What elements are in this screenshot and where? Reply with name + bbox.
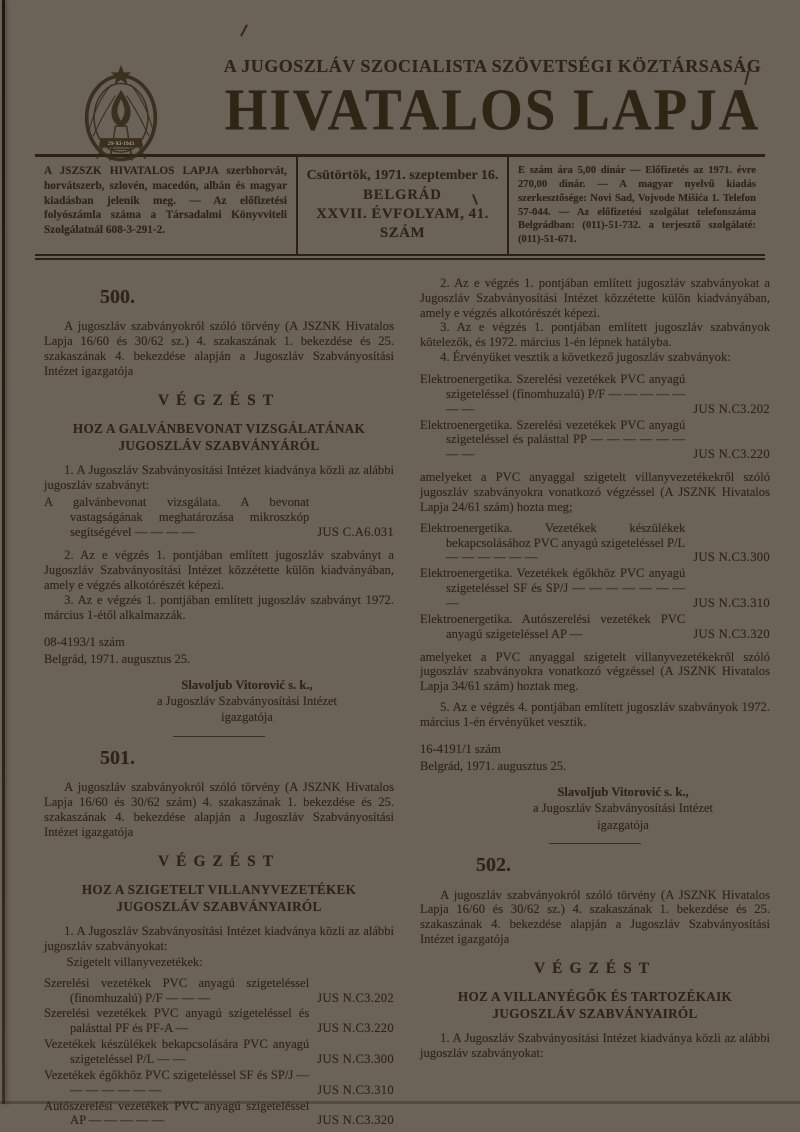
paragraph-2: 2. Az e végzés 1. pontjában említett jugoszláv szabványt a Jugoszláv Szabványosítási Intézet közzétette külön kiadványában, amely e végzés alkotórészét képezi. <box>44 548 394 593</box>
signature-name: Slavoljub Vitorović s. k., <box>181 677 313 692</box>
standard-text: Elektroenergetika. Szerelési vezetékek PVC anyagú szigeteléssel (finomhuzalú) P/F — — — — — — — <box>420 372 686 416</box>
reference-place-date: Belgrád, 1971. augusztus 25. <box>44 651 191 666</box>
standard-code: JUS N.C3.310 <box>693 596 770 611</box>
standards-list <box>44 976 394 1129</box>
reference-number: 16-4191/1 szám <box>420 741 501 756</box>
decree-heading: VÉGZÉST <box>157 391 281 409</box>
decree-title: HOZ A VILLANYÉGŐK ÉS TARTOZÉKAIK JUGOSZLÁV SZABVÁNYAIRÓL <box>457 989 733 1021</box>
standard-text: Szerelési vezetékek PVC anyagú szigeteléssel és palásttal PF és PF-A — <box>44 1006 310 1036</box>
paragraph-1: 1. A Jugoszláv Szabványosítási Intézet kiadványa közli az alábbi jugoszláv szabványokat: <box>44 924 394 953</box>
section-divider <box>173 736 265 737</box>
right-column <box>420 276 770 1132</box>
article-intro: A jugoszláv szabványokról szóló törvény (A JSZNK Hivatalos Lapja 16/60 és 30/62 sz.) 4. szakaszának 1. bekezdése és 25. szakaszának 4. bekezdése alapján a Jugoszláv Szabványosítási Intézet igazgatója <box>44 319 394 379</box>
standard-code: JUS N.C3.202 <box>693 401 770 416</box>
standard-item <box>420 612 770 642</box>
section-divider <box>549 843 641 844</box>
standard-item <box>420 418 770 463</box>
signature-name: Slavoljub Vitorović s. k., <box>557 784 689 799</box>
signature-role: igazgatója <box>597 817 649 832</box>
article-intro: A jugoszláv szabványokról szóló törvény (A JSZNK Hivatalos Lapja 16/60 és 30/62 szám) 4. szakaszának 1. bekezdése és 25. szakaszának 4. bekezdése alapján a Jugoszláv Szabványosítási Intézet igazgatója <box>44 780 394 839</box>
standard-code: JUS N.C3.220 <box>693 447 770 462</box>
decree-heading: VÉGZÉST <box>157 852 281 870</box>
reference-place-date: Belgrád, 1971. augusztus 25. <box>420 758 567 773</box>
standard-code: JUS N.C3.320 <box>317 1113 394 1128</box>
paragraph-3: 3. Az e végzés 1. pontjában említett jugoszláv szabványok kötelezők, és 1972. március 1-én lépnek hatályba. <box>420 320 770 350</box>
decree-heading: VÉGZÉST <box>533 960 657 978</box>
issue-volume: XXVII. ÉVFOLYAM, 41. SZÁM <box>316 205 489 242</box>
scan-edge-shadow-bottom <box>0 1101 800 1104</box>
decree-title: HOZ A GALVÁNBEVONAT VIZSGÁLATÁNAK JUGOSZLÁV SZABVÁNYÁRÓL <box>72 421 366 453</box>
standard-text: Elektroenergetika. Vezetékek készülékek bekapcsolásához PVC anyagú szigeteléssel P/L — — — — — — <box>420 520 686 565</box>
issue-date: Csütörtök, 1971. szeptember 16. <box>306 168 499 184</box>
standard-item <box>44 1037 394 1067</box>
paragraph-4: 4. Érvényüket vesztik a következő jugoszláv szabványok: <box>440 350 731 365</box>
note-paragraph: amelyeket a PVC anyaggal szigetelt villanyvezetékekről szóló jugoszláv szabványokra vonatkozó végzéssel (A JSZNK Hivatalos Lapja 34/61 szám) hoztak meg. <box>420 649 770 694</box>
left-column <box>44 276 394 1132</box>
yugoslav-coat-of-arms-icon <box>74 64 168 166</box>
reference-block <box>420 741 770 775</box>
price-subscription-box: E szám ára 5,00 dinár — Előfizetés az 1971. évre 270,00 dinár. — A magyar nyelvű kiadás szerkesztősége: Novi Sad, Vojvode Mišića 1. Telefon 57-044. — Az előfizetési szolgálat telefonszáma Belgrádban: (011)-51-732. a terjesztő szolgálaté: (011)-51-671. <box>518 165 756 246</box>
article-number: 501. <box>100 746 135 769</box>
standard-code: JUS N.C3.300 <box>693 550 770 565</box>
standard-text: Elektroenergetika. Szerelési vezetékek PVC anyagú szigeteléssel és palásttal PP — — — — — — — — <box>420 417 686 462</box>
page-body <box>0 260 800 1132</box>
standards-list <box>420 372 770 462</box>
article-501-continuation <box>420 276 770 844</box>
reference-block <box>44 634 394 668</box>
republic-line: A JUGOSZLÁV SZOCIALISTA SZÖVETSÉGI KÖZTÁRSASÁG <box>223 56 762 76</box>
standard-code: JUS N.C3.320 <box>693 626 770 641</box>
signature-org: a Jugoszláv Szabványosítási Intézet <box>156 694 338 709</box>
note-paragraph: amelyeket a PVC anyaggal szigetelt villanyvezetékekről szóló jugoszláv szabványokra vonatkozó végzéssel (A JSZNK Hivatalos Lapja 24/61 szám) hozta meg; <box>420 470 770 514</box>
issue-city: BELGRÁD <box>363 186 442 203</box>
standard-item <box>420 521 770 566</box>
article-502 <box>420 854 770 1061</box>
article-intro: A jugoszláv szabványokról szóló törvény (A JSZNK Hivatalos Lapja 16/60 és 30/62 sz.) 4. szakaszának 1. bekezdése és 25. szakaszának 4. bekezdése alapján a Jugoszláv Szabványosítási Intézet igazgatója <box>420 887 770 947</box>
publication-info-box: A JSZSZK HIVATALOS LAPJA szerbhorvát, horvátszerb, szlovén, macedón, albán és magyar kiadásban jelenik meg. — Az előfizetési folyószámla száma a Társadalmi Könyvviteli Szolgálatnál 608-3-291-2. <box>35 157 298 254</box>
standard-code: JUS N.C3.220 <box>317 1021 394 1036</box>
masthead <box>0 0 800 260</box>
standard-code: JUS C.A6.031 <box>317 524 394 539</box>
article-number: 500. <box>100 285 135 308</box>
standard-code: JUS N.C3.310 <box>317 1082 394 1097</box>
standard-text: Elektroenergetika. Autószerelési vezetékek PVC anyagú szigeteléssel AP — <box>420 611 686 641</box>
masthead-titles <box>215 56 770 143</box>
paragraph-1: 1. A Jugoszláv Szabványosítási Intézet kiadványa közli az alábbi jugoszláv szabványt: <box>44 463 394 493</box>
article-501 <box>44 747 394 1128</box>
paragraph-2: 2. Az e végzés 1. pontjában említett jugoszláv szabványokat a Jugoszláv Szabványosítási Intézet közzétette külön kiadványában, amely e végzés alkotórészét képezi. <box>420 275 770 320</box>
standard-item <box>420 372 770 417</box>
standard-code: JUS N.C3.202 <box>317 990 394 1005</box>
emblem-ribbon-date: 29-XI-1943 <box>107 141 135 148</box>
article-500 <box>44 286 394 737</box>
signature-org: a Jugoszláv Szabványosítási Intézet <box>532 801 714 816</box>
masthead-info-table <box>35 154 765 260</box>
article-number: 502. <box>476 853 511 876</box>
standard-code: JUS N.C3.300 <box>317 1052 394 1067</box>
signature-role: igazgatója <box>221 710 273 725</box>
standard-item <box>44 1006 394 1036</box>
standards-subheading: Szigetelt villanyvezetékek: <box>66 954 203 969</box>
signature-block <box>476 784 770 833</box>
decree-title: HOZ A SZIGETELT VILLANYVEZETÉKEK JUGOSZLÁV SZABVÁNYAIRÓL <box>81 882 357 914</box>
reference-number: 08-4193/1 szám <box>44 634 125 649</box>
standards-list <box>420 521 770 642</box>
standard-text: Vezetékek készülékek bekapcsolására PVC anyagú szigeteléssel P/L — — <box>44 1037 310 1067</box>
standard-item <box>420 566 770 611</box>
gazette-title: HIVATALOS LAPJA <box>224 76 761 143</box>
standard-item <box>44 495 394 540</box>
paragraph-1: 1. A Jugoszláv Szabványosítási Intézet kiadványa közli az alábbi jugoszláv szabványokat: <box>420 1031 770 1061</box>
paragraph-5: 5. Az e végzés 4. pontjában említett jugoszláv szabványok 1972. március 1-én érvényüket vesztik. <box>420 700 770 730</box>
standard-text: Szerelési vezetékek PVC anyagú szigeteléssel (finomhuzalú) P/F — — — <box>44 975 310 1005</box>
standard-text: A galvánbevonat vizsgálata. A bevonat vastagságának meghatározása mikroszkóp segítségével — — — — <box>44 494 310 539</box>
issue-info-box <box>298 157 509 254</box>
standard-text: Autószerelési vezetékek PVC anyagú szigeteléssel AP — — — — — <box>44 1098 310 1128</box>
standard-item <box>44 976 394 1006</box>
standard-text: Elektroenergetika. Vezetékek égőkhöz PVC anyagú szigeteléssel SF és SP/J — — — — — — — — <box>420 566 686 611</box>
paragraph-3: 3. Az e végzés 1. pontjában említett jugoszláv szabványt 1972. március 1-étől alkalmazzák. <box>44 593 394 622</box>
signature-block <box>100 677 394 726</box>
standard-item <box>44 1068 394 1098</box>
standard-text: Vezetékek égőkhöz PVC szigeteléssel SF és SP/J — — — — — — — <box>44 1067 310 1097</box>
standards-list <box>44 495 394 540</box>
